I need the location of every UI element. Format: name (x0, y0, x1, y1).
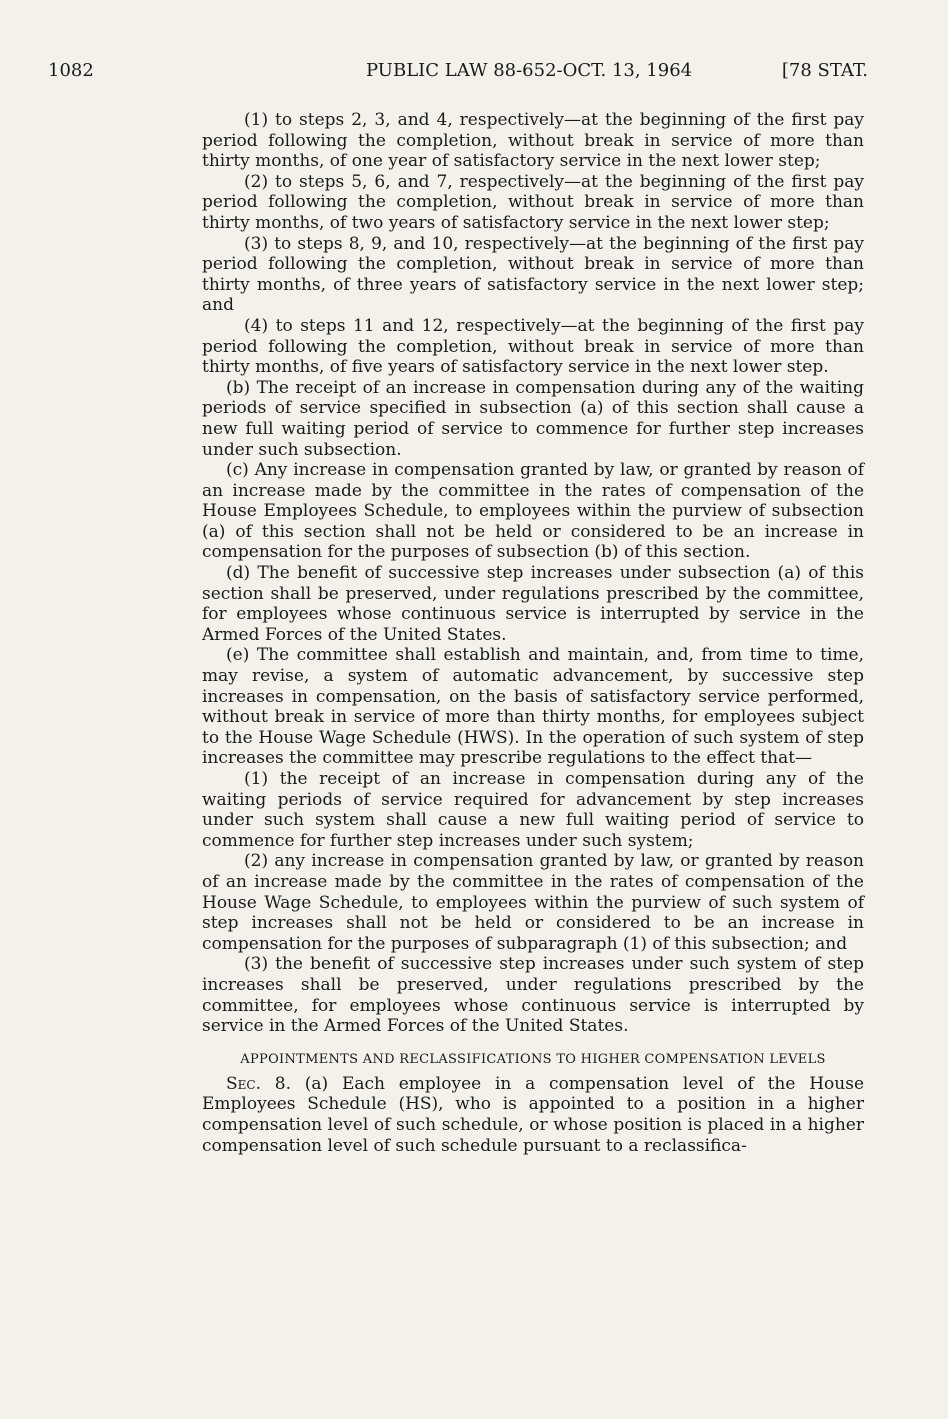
page-title: PUBLIC LAW 88-652-OCT. 13, 1964 (366, 60, 693, 81)
paragraph-e3: (3) the benefit of successive step increases under such system of step increases shall be preserved, under regulations prescribed by the committee, for employees whose continuous service is interrupted by service in the Armed Forces of the United States. (202, 954, 864, 1037)
section-heading: APPOINTMENTS AND RECLASSIFICATIONS TO HIGHER COMPENSATION LEVELS (240, 1051, 826, 1067)
page-number: 1082 (48, 60, 94, 81)
paragraph-a3: (3) to steps 8, 9, and 10, respectively—at the beginning of the first pay period following the completion, without break in service of more than thirty months, of three years of satisfactory service in the next lower step; and (202, 233, 864, 316)
subsection-b: (b) The receipt of an increase in compensation during any of the waiting periods of service specified in subsection (a) of this section shall cause a new full waiting period of service to commence for further step increases under such subsection. (202, 377, 864, 460)
subsection-d: (d) The benefit of successive step increases under subsection (a) of this section shall be preserved, under regulations prescribed by the committee, for employees whose continuous service is interrupted by service in the Armed Forces of the United States. (202, 563, 864, 645)
paragraph-a1: (1) to steps 2, 3, and 4, respectively—at the beginning of the first pay period following the completion, without break in service of more than thirty months, of one year of satisfactory service in the next lower step; (202, 110, 864, 172)
paragraph-a4: (4) to steps 11 and 12, respectively—at the beginning of the first pay period following the completion, without break in service of more than thirty months, of five years of satisfactory service in the next lower step. (202, 315, 864, 378)
subsection-c: (c) Any increase in compensation granted by law, or granted by reason of an increase made by the committee in the rates of compensation of the House Employees Schedule, to employees within the purview of subsection (a) of this section shall not be held or considered to be an increase in compensation for the purposes of subsection (b) of this section. (202, 460, 864, 563)
subsection-e: (e) The committee shall establish and maintain, and, from time to time, may revise, a system of automatic advancement, by successive step increases in compensation, on the basis of satisfactory service performed, without break in service of more than thirty months, for employees subject to the House Wage Schedule (HWS). In the operation of such system of step increases the committee may prescribe regulations to the effect that— (202, 645, 864, 769)
section-label: Sec. 8. (226, 1073, 291, 1094)
page-header (48, 60, 868, 88)
section-8a-text: (a) Each employee in a compensation level of the House Employees Schedule (HS), who is appointed to a position in a higher compensation level of such schedule, or whose position is placed in a higher compensation level of such schedule pursuant to a reclassifica- (202, 1073, 864, 1156)
paragraph-e2: (2) any increase in compensation granted by law, or granted by reason of an increase made by the committee in the rates of compensation of the House Wage Schedule, to employees within the purview of such system of step increases shall not be held or considered to be an increase in compensation for the purposes of subparagraph (1) of this subsection; and (202, 851, 864, 954)
body-text (202, 110, 864, 1156)
paragraph-e1: (1) the receipt of an increase in compensation during any of the waiting periods of service required for advancement by step increases under such system shall cause a new full waiting period of service to commence for further step increases under such system; (202, 769, 864, 851)
section-8a (202, 1074, 864, 1156)
paragraph-a2: (2) to steps 5, 6, and 7, respectively—at the beginning of the first pay period following the completion, without break in service of more than thirty months, of two years of satisfactory service in the next lower step; (202, 171, 864, 233)
statute-reference: [78 STAT. (781, 60, 868, 81)
